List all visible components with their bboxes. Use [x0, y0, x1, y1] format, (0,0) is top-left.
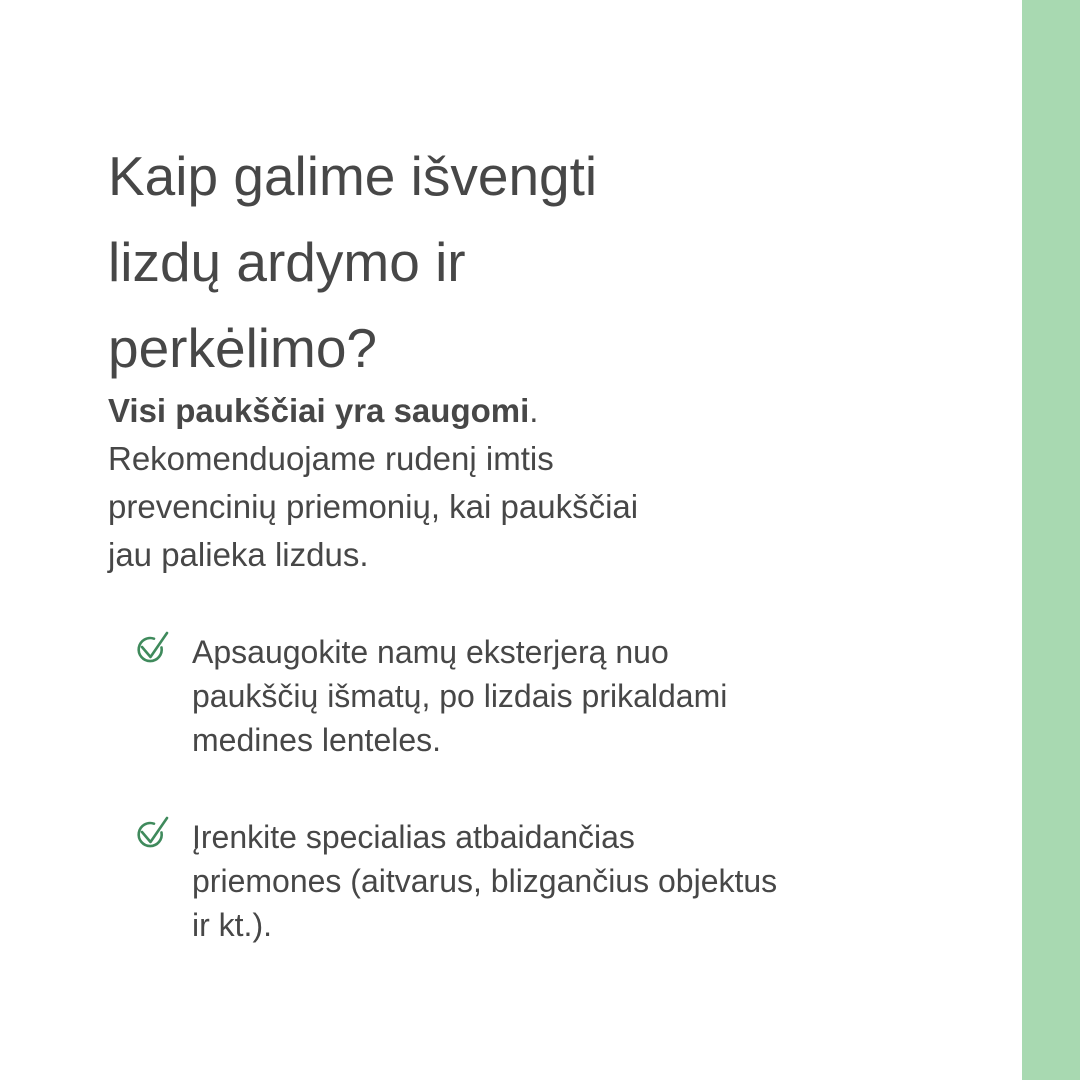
- intro-line: prevencinių priemonių, kai paukščiai: [108, 488, 639, 525]
- checklist-line: medines lenteles.: [192, 722, 442, 758]
- checklist-line: paukščių išmatų, po lizdais prikaldami: [192, 678, 728, 714]
- page-title: [108, 133, 828, 391]
- title-line: perkėlimo?: [108, 317, 378, 379]
- intro-paragraph: [108, 387, 868, 579]
- check-circle-icon: [132, 630, 172, 670]
- checklist-line: Įrenkite specialias atbaidančias: [192, 819, 635, 855]
- checklist-line: Apsaugokite namų eksterjerą nuo: [192, 634, 669, 670]
- title-line: Kaip galime išvengti: [108, 145, 598, 207]
- intro-lead-line: [108, 387, 868, 435]
- checklist-item-text: [192, 630, 727, 762]
- title-line: lizdų ardymo ir: [108, 231, 466, 293]
- checklist-item-text: [192, 815, 777, 947]
- intro-line: Rekomenduojame rudenį imtis: [108, 440, 554, 477]
- checklist-line: ir kt.).: [192, 907, 272, 943]
- intro-bold-suffix: .: [529, 392, 539, 429]
- checklist-line: priemones (aitvarus, blizgančius objektus: [192, 863, 778, 899]
- check-circle-icon: [132, 815, 172, 855]
- intro-bold-statement: Visi paukščiai yra saugomi: [108, 392, 530, 429]
- intro-line: jau palieka lizdus.: [108, 536, 369, 573]
- accent-side-bar: [1022, 0, 1080, 1080]
